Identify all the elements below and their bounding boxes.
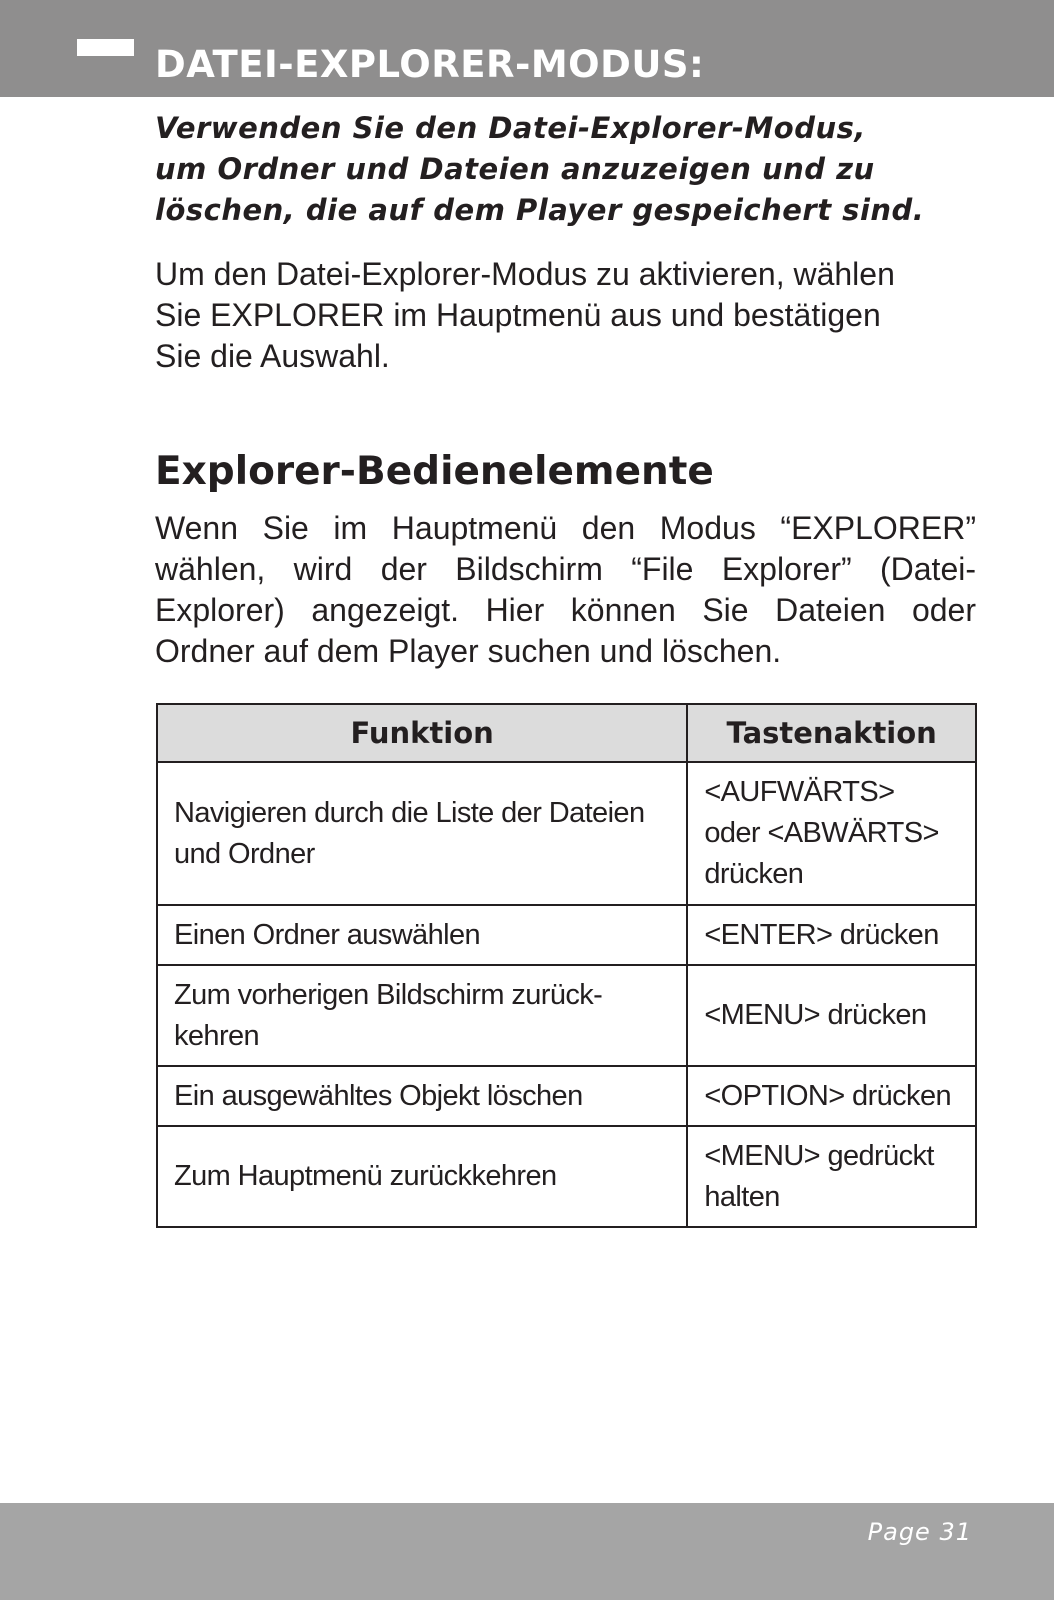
cell-line: kehren	[174, 1019, 260, 1052]
funktion-cell	[157, 1066, 687, 1126]
paragraph-line: wählen, wird der Bildschirm “File Explorer” (Datei-	[155, 551, 976, 587]
taste-cell	[687, 1126, 976, 1227]
cell-line: Zum vorherigen Bildschirm zurück-	[174, 978, 603, 1011]
paragraph-line: Sie EXPLORER im Hauptmenü aus und bestätigen	[155, 297, 881, 333]
header-marker	[77, 39, 134, 56]
intro-line: um Ordner und Dateien anzuzeigen und zu	[155, 152, 875, 186]
cell-line: Zum Hauptmenü zurückkehren	[174, 1160, 557, 1192]
cell-line: <ENTER> drücken	[704, 918, 939, 951]
column-header-funktion: Funktion	[157, 704, 687, 762]
cell-line: halten	[704, 1180, 780, 1213]
cell-line: <MENU> drücken	[704, 999, 927, 1031]
paragraph-line: Ordner auf dem Player suchen und löschen.	[155, 633, 782, 669]
table-row	[157, 965, 976, 1066]
explorer-paragraph	[155, 508, 976, 672]
cell-line: Navigieren durch die Liste der Dateien	[174, 796, 645, 829]
paragraph-line: Sie die Auswahl.	[155, 338, 390, 374]
column-header-tastenaktion: Tastenaktion	[687, 704, 976, 762]
page-title: DATEI-EXPLORER-MODUS:	[155, 43, 705, 86]
cell-line: <MENU> gedrückt	[704, 1139, 934, 1172]
taste-cell	[687, 965, 976, 1066]
funktion-cell	[157, 1126, 687, 1227]
table-row	[157, 1066, 976, 1126]
taste-cell	[687, 762, 976, 905]
cell-line: Einen Ordner auswählen	[174, 918, 480, 951]
intro-line: löschen, die auf dem Player gespeichert sind.	[155, 193, 925, 227]
paragraph-line: Explorer) angezeigt. Hier können Sie Dateien oder	[155, 592, 976, 628]
table-row	[157, 762, 976, 905]
controls-table	[156, 703, 977, 1228]
page-number: Page 31	[867, 1518, 972, 1546]
cell-line: und Ordner	[174, 837, 315, 870]
taste-cell	[687, 1066, 976, 1126]
paragraph-line: Wenn Sie im Hauptmenü den Modus “EXPLORER”	[155, 510, 976, 546]
funktion-cell	[157, 905, 687, 965]
taste-cell	[687, 905, 976, 965]
intro-text	[155, 108, 985, 231]
cell-line: drücken	[704, 858, 804, 890]
cell-line: oder <ABWÄRTS>	[704, 817, 939, 849]
paragraph-line: Um den Datei-Explorer-Modus zu aktivieren, wählen	[155, 256, 895, 292]
cell-line: <OPTION> drücken	[704, 1079, 952, 1112]
funktion-cell	[157, 965, 687, 1066]
table-row	[157, 1126, 976, 1227]
table-row	[157, 905, 976, 965]
funktion-cell	[157, 762, 687, 905]
table-header-row	[157, 704, 976, 762]
cell-line: Ein ausgewähltes Objekt löschen	[174, 1079, 583, 1112]
intro-line: Verwenden Sie den Datei-Explorer-Modus,	[155, 111, 866, 145]
section-heading: Explorer-Bedienelemente	[155, 449, 714, 494]
activation-paragraph	[155, 254, 975, 377]
cell-line: <AUFWÄRTS>	[704, 776, 895, 808]
